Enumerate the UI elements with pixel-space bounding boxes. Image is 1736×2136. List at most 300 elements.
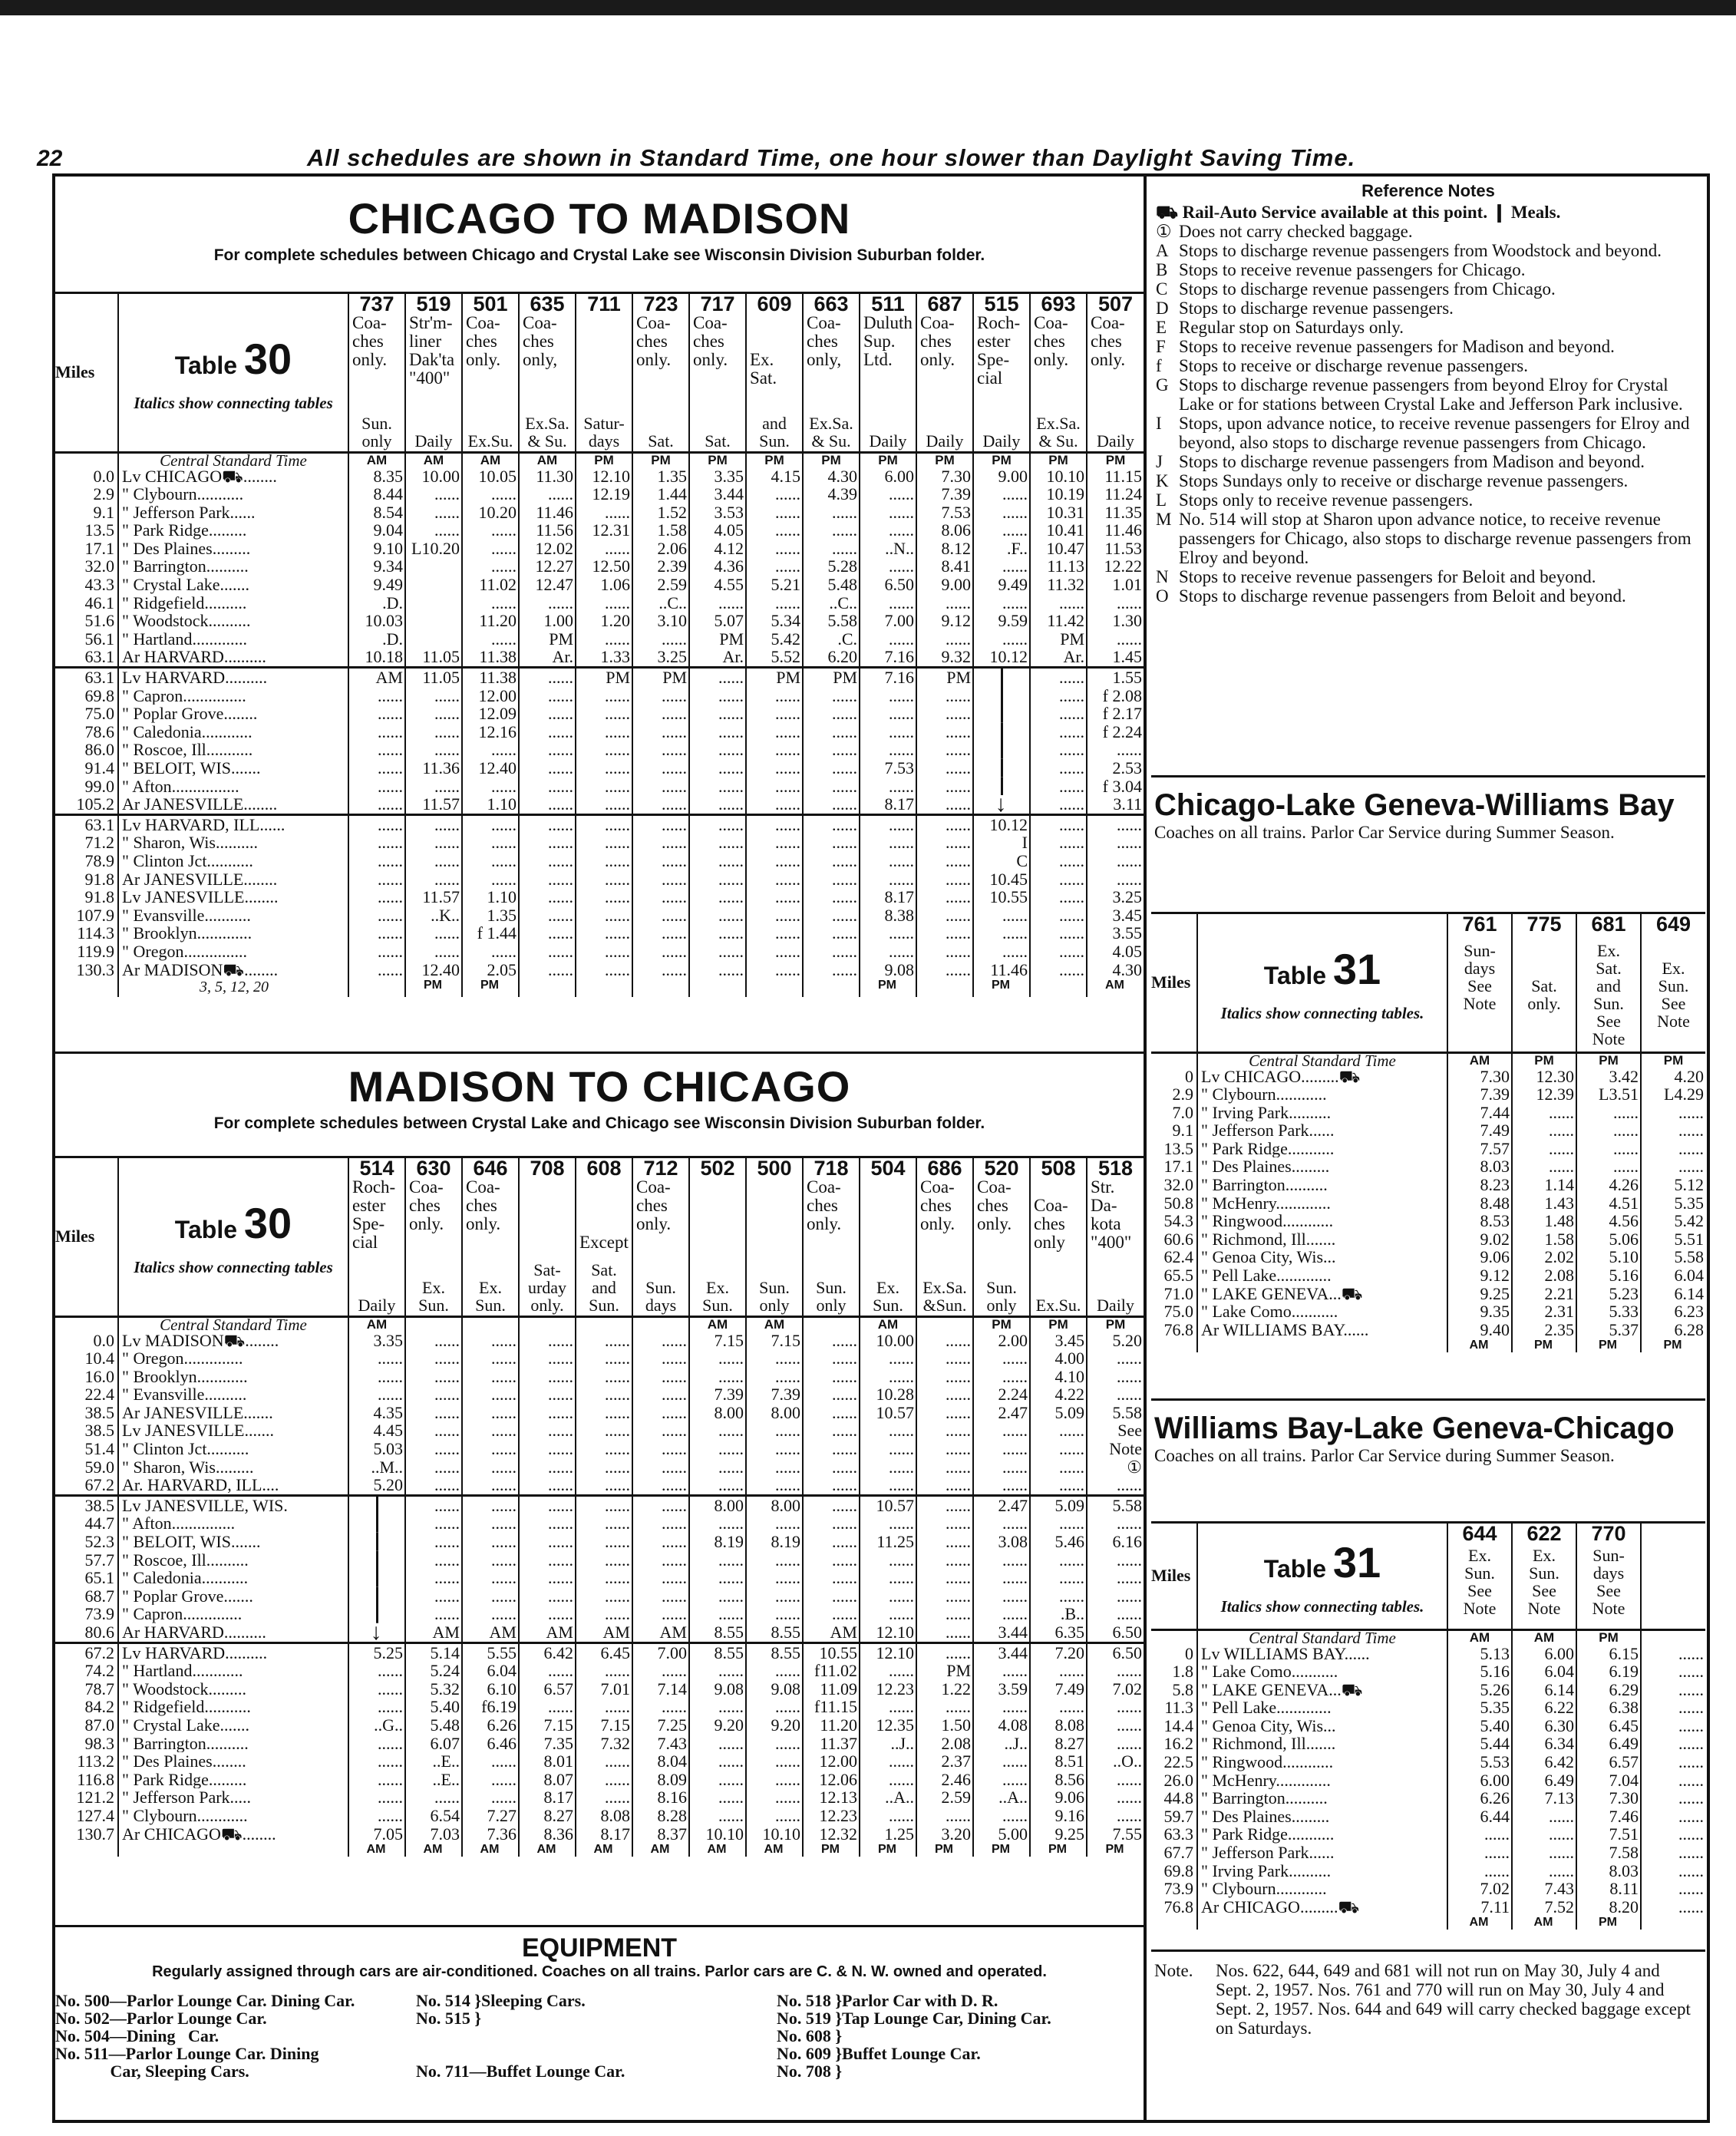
time-cell: ...... [973, 1368, 1030, 1386]
time-cell: ...... [1087, 870, 1144, 889]
station-row [1151, 1808, 1705, 1826]
time-cell [348, 1587, 405, 1606]
time-cell: 7.16 [860, 668, 916, 687]
miles-value: 91.8 [84, 870, 114, 889]
station-name: Ar HARVARD.......... [118, 648, 348, 667]
miles-value: 0.0 [93, 1331, 114, 1350]
time-cell: ...... [405, 1421, 462, 1440]
train-header-717 [689, 294, 746, 452]
station-name: " LAKE GENEVA...⛟ [1197, 1285, 1447, 1303]
section-title: MADISON TO CHICAGO [348, 1062, 851, 1111]
reference-note [1156, 375, 1701, 414]
miles-label: Miles [55, 362, 95, 382]
time-cell: ...... [1576, 1157, 1641, 1176]
train-header-711 [576, 294, 632, 452]
train-description: Coa- ches only. [920, 313, 955, 369]
reference-note [1156, 510, 1701, 567]
time-cell: 1.43 [1512, 1194, 1576, 1213]
time-cell: 5.16 [1576, 1266, 1641, 1285]
time-cell: 2.08 [916, 1735, 973, 1753]
time-cell: ...... [689, 741, 746, 759]
time-cell: 10.10 [689, 1825, 746, 1844]
train-header-681 [1576, 914, 1641, 1052]
am-pm-marker: PM [1087, 452, 1144, 467]
station-name: " Woodstock......... [118, 1680, 348, 1699]
train-days: Ex.Su. [467, 431, 513, 451]
miles-value: 22.5 [1163, 1753, 1193, 1771]
time-cell: 12.39 [1512, 1085, 1576, 1104]
time-cell: ...... [689, 870, 746, 889]
time-cell: 8.04 [632, 1752, 689, 1771]
train-days: Ex. Sun. [475, 1277, 506, 1315]
time-cell: ...... [1087, 852, 1144, 870]
station-name: " BELOIT, WIS....... [118, 759, 348, 777]
time-cell: 6.45 [1576, 1717, 1641, 1735]
time-cell: ...... [519, 961, 576, 979]
time-cell: ...... [576, 834, 632, 852]
note-text: Stops to discharge revenue passengers. [1179, 299, 1454, 318]
time-cell: ...... [632, 705, 689, 723]
table-number: 31 [1332, 944, 1381, 993]
station-name: " Woodstock.......... [118, 612, 348, 630]
time-cell: ...... [348, 943, 405, 961]
time-cell [916, 979, 973, 997]
time-cell: ...... [1447, 1844, 1512, 1862]
note-text: Stops to discharge revenue passengers from Chicago. [1179, 279, 1556, 299]
time-cell: 11.46 [973, 961, 1030, 979]
am-pm-marker: PM [803, 452, 860, 467]
note-text: No. 514 will stop at Sharon upon advance notice, to receive revenue passengers for Chicago, also stops to discharge revenue passengers from Elroy and beyond. [1179, 510, 1691, 567]
time-cell: 11.13 [1030, 557, 1087, 576]
am-pm-marker [632, 1316, 689, 1332]
section-title: Williams Bay-Lake Geneva-Chicago [1154, 1411, 1675, 1445]
time-cell: ...... [519, 1458, 576, 1477]
time-cell: ...... [405, 1605, 462, 1623]
station-name: " LAKE GENEVA...⛟ [1197, 1681, 1447, 1699]
time-cell: L3.51 [1576, 1085, 1641, 1104]
station-name: " McHenry............. [1197, 1194, 1447, 1213]
section-williams-bay-chicago [1151, 1398, 1705, 1465]
time-cell: 9.49 [348, 576, 405, 594]
time-cell: ...... [860, 870, 916, 889]
time-cell: ...... [632, 1605, 689, 1623]
time-cell: ...... [1030, 723, 1087, 741]
miles-value: 78.6 [84, 722, 114, 741]
time-cell: 10.55 [973, 888, 1030, 906]
time-cell: 2.31 [1512, 1302, 1576, 1321]
station-name: " Clybourn............ [1197, 1085, 1447, 1104]
time-cell: 6.50 [860, 576, 916, 594]
train-days: Daily [1097, 1295, 1134, 1315]
time-cell: 8.09 [632, 1771, 689, 1789]
time-cell: 7.44 [1447, 1104, 1512, 1122]
time-cell: ...... [746, 503, 803, 522]
table-word: Table [1263, 961, 1326, 989]
time-cell: AM [576, 1843, 632, 1857]
time-cell: ...... [576, 1368, 632, 1386]
am-pm-marker: PM [1641, 1052, 1705, 1068]
time-cell: ...... [1030, 1587, 1087, 1606]
time-cell: ...... [632, 1404, 689, 1422]
time-cell: PM [860, 979, 916, 997]
time-cell: 5.33 [1576, 1302, 1641, 1321]
time-cell: 2.37 [916, 1752, 973, 1771]
station-row [55, 485, 1144, 503]
time-cell: ...... [1087, 1771, 1144, 1789]
miles-value [1151, 1339, 1197, 1352]
time-cell: ...... [519, 1662, 576, 1680]
time-cell: 8.01 [519, 1752, 576, 1771]
time-cell: 1.52 [632, 503, 689, 522]
time-cell: ...... [973, 1440, 1030, 1458]
time-cell: 8.17 [519, 1788, 576, 1807]
equipment-line: No. 511—Parlor Lounge Car. Dining [55, 2044, 319, 2063]
station-row [1151, 1825, 1705, 1844]
time-cell: ...... [746, 888, 803, 906]
note-key: M [1156, 510, 1172, 529]
time-cell: 11.42 [1030, 612, 1087, 630]
time-cell: ...... [576, 503, 632, 522]
time-cell: 8.11 [1576, 1880, 1641, 1898]
time-cell: 12.00 [803, 1752, 860, 1771]
note-key: f [1156, 356, 1162, 375]
time-cell: 7.03 [405, 1825, 462, 1844]
equipment-line: No. 711—Buffet Lounge Car. [416, 2062, 625, 2081]
time-cell: ...... [462, 557, 519, 576]
time-cell: ...... [860, 924, 916, 943]
time-cell: 10.03 [348, 612, 405, 630]
time-cell: ...... [973, 1771, 1030, 1789]
station-row [55, 1605, 1144, 1623]
time-cell: ...... [746, 1421, 803, 1440]
time-cell: 9.02 [1447, 1230, 1512, 1249]
equipment-line: No. 500—Parlor Lounge Car. Dining Car. [55, 1991, 355, 2010]
train-description: Coa- ches only, [807, 313, 842, 369]
time-cell: ...... [405, 924, 462, 943]
time-cell: ...... [860, 521, 916, 540]
time-cell: ...... [1030, 924, 1087, 943]
time-cell: 6.19 [1576, 1662, 1641, 1681]
station-name: " Evansville........... [118, 906, 348, 925]
time-cell: 12.10 [860, 1623, 916, 1642]
station-row [55, 648, 1144, 667]
equipment-line: No. 514 }Sleeping Cars. [416, 1991, 586, 2010]
train-description: Coa- ches only. [1034, 313, 1069, 369]
time-cell: ...... [462, 1385, 519, 1404]
time-cell: ↓ [348, 1623, 405, 1642]
time-cell: 10.41 [1030, 521, 1087, 540]
time-cell: 10.18 [348, 648, 405, 667]
station-row [1151, 1735, 1705, 1753]
station-row [1151, 1212, 1705, 1230]
miles-value: 67.2 [84, 1476, 114, 1495]
time-cell: ...... [519, 1476, 576, 1495]
time-cell: ..A.. [973, 1788, 1030, 1807]
time-cell: ...... [1641, 1808, 1705, 1826]
station-row [55, 777, 1144, 796]
time-cell: .F.. [973, 540, 1030, 558]
time-cell: ...... [576, 870, 632, 889]
time-cell: 11.09 [803, 1680, 860, 1699]
train-number: 693 [1041, 294, 1076, 315]
station-row [55, 906, 1144, 925]
time-cell: 3.45 [1030, 1332, 1087, 1350]
time-cell: ..E.. [405, 1752, 462, 1771]
time-cell [519, 979, 576, 997]
time-cell: ...... [405, 1349, 462, 1368]
reference-note [1156, 241, 1701, 260]
time-cell: ...... [1087, 814, 1144, 834]
station-row [55, 1642, 1144, 1662]
time-cell: 8.00 [689, 1495, 746, 1514]
time-cell: 6.54 [405, 1807, 462, 1825]
time-cell: ...... [576, 1698, 632, 1716]
time-cell: ...... [746, 906, 803, 925]
time-cell: 8.41 [916, 557, 973, 576]
time-cell: 1.20 [576, 612, 632, 630]
time-cell: 7.49 [1030, 1680, 1087, 1699]
am-pm-marker: PM [1512, 1052, 1576, 1068]
station-row [55, 557, 1144, 576]
time-cell: 3.53 [689, 503, 746, 522]
train-days: Ex. Sun. [702, 1277, 733, 1315]
time-cell: 2.05 [462, 961, 519, 979]
station-row [55, 1680, 1144, 1699]
equipment-title: EQUIPMENT [521, 1933, 678, 1963]
time-cell: ...... [1030, 852, 1087, 870]
time-cell: AM [689, 1843, 746, 1857]
reference-note [1156, 318, 1701, 337]
miles-value: 75.0 [84, 705, 114, 723]
time-cell: ...... [519, 1349, 576, 1368]
time-cell: ...... [973, 594, 1030, 612]
train-description: Coa- ches only. [352, 313, 388, 369]
time-cell: ...... [1087, 834, 1144, 852]
time-cell: 10.31 [1030, 503, 1087, 522]
station-row [55, 540, 1144, 558]
time-cell: ...... [746, 521, 803, 540]
time-cell: ...... [973, 1569, 1030, 1587]
time-cell: ..C.. [632, 594, 689, 612]
miles-value: 63.1 [55, 814, 118, 834]
note-key: J [1156, 452, 1163, 471]
train-number: 686 [927, 1158, 962, 1180]
train-days: Sun. only [816, 1277, 847, 1315]
train-description: Roch- ester Spe- cial [352, 1177, 396, 1252]
station-row [1151, 1844, 1705, 1862]
train-description: Coa- ches only, [523, 313, 558, 369]
miles-header [55, 1158, 118, 1316]
time-cell: ...... [348, 1735, 405, 1753]
time-cell: ...... [1576, 1121, 1641, 1140]
time-cell: 12.23 [803, 1807, 860, 1825]
time-cell: ...... [746, 1569, 803, 1587]
time-cell: ...... [689, 1569, 746, 1587]
time-cell: PM [519, 630, 576, 649]
miles-value: 127.4 [76, 1806, 114, 1825]
time-cell: ...... [1512, 1808, 1576, 1826]
time-cell: 8.08 [1030, 1716, 1087, 1735]
time-cell: ...... [405, 723, 462, 741]
station-row [1151, 1266, 1705, 1285]
time-cell: ..E.. [405, 1771, 462, 1789]
table-label-cell [118, 1158, 348, 1316]
am-pm-marker: PM [973, 452, 1030, 467]
am-pm-marker: PM [689, 452, 746, 467]
time-cell: 3.11 [1087, 795, 1144, 814]
time-cell: ...... [519, 888, 576, 906]
train-header-500 [746, 1158, 803, 1316]
time-cell: AM [632, 1843, 689, 1857]
am-pm-marker: AM [1447, 1052, 1512, 1068]
time-cell: 5.42 [746, 630, 803, 649]
train-days: Sat- urday only. [527, 1259, 567, 1315]
station-name: " Clinton Jct.......... [118, 1440, 348, 1458]
miles-value: 65.5 [1163, 1266, 1193, 1285]
time-cell: 8.00 [746, 1404, 803, 1422]
miles-value: 22.4 [84, 1385, 114, 1404]
time-cell: ...... [973, 1807, 1030, 1825]
time-cell: ...... [632, 1587, 689, 1606]
train-header-608 [576, 1158, 632, 1316]
station-row [55, 852, 1144, 870]
am-pm-marker: AM [348, 1316, 405, 1332]
time-cell: .D. [348, 630, 405, 649]
time-cell: 7.53 [916, 503, 973, 522]
station-name: " Oregon.............. [118, 1349, 348, 1368]
table-label-cell [118, 294, 348, 452]
time-cell: ...... [860, 1752, 916, 1771]
time-cell: 12.19 [576, 485, 632, 503]
time-cell: ...... [973, 1476, 1030, 1495]
train-number: 708 [530, 1158, 565, 1180]
time-cell: 5.52 [746, 648, 803, 667]
timetable-grid [55, 1158, 1144, 1857]
train-days: Sat. [648, 431, 674, 451]
time-cell: ...... [746, 723, 803, 741]
miles-value: 68.7 [84, 1586, 114, 1606]
time-cell: 3.44 [973, 1623, 1030, 1642]
time-cell: 10.00 [405, 467, 462, 486]
time-cell: ...... [689, 1551, 746, 1570]
time-cell: ...... [519, 594, 576, 612]
time-cell: ...... [519, 485, 576, 503]
time-cell: AM [746, 1843, 803, 1857]
time-cell: ..J.. [860, 1735, 916, 1753]
miles-value: 99.0 [84, 777, 114, 796]
time-cell: ...... [689, 1349, 746, 1368]
time-cell: ...... [462, 1332, 519, 1350]
station-row [55, 1662, 1144, 1680]
time-cell: ...... [916, 1605, 973, 1623]
time-cell: ...... [1030, 1476, 1087, 1495]
station-row [55, 961, 1144, 979]
time-cell: ..M.. [348, 1458, 405, 1477]
time-cell: ...... [803, 687, 860, 705]
time-cell: 7.46 [1576, 1808, 1641, 1826]
time-cell: 4.35 [348, 1404, 405, 1422]
time-cell: ...... [916, 1642, 973, 1662]
time-cell: 2.06 [632, 540, 689, 558]
am-pm-marker: AM [689, 1316, 746, 1332]
station-row [55, 1698, 1144, 1716]
time-cell: 5.37 [1576, 1321, 1641, 1339]
time-cell: ...... [405, 521, 462, 540]
table-label [119, 1198, 348, 1248]
station-row [55, 1495, 1144, 1514]
time-cell [973, 668, 1030, 687]
time-cell: f11.15 [803, 1698, 860, 1716]
time-cell: 2.00 [973, 1332, 1030, 1350]
train-description: Coa- ches only. [977, 1177, 1012, 1233]
train-number: 518 [1097, 1158, 1134, 1180]
time-cell: 5.46 [1030, 1533, 1087, 1551]
time-cell: 8.00 [746, 1495, 803, 1514]
time-cell: 2.21 [1512, 1285, 1576, 1303]
station-row [1151, 1321, 1705, 1339]
miles-value: 113.2 [77, 1752, 114, 1771]
time-cell [973, 759, 1030, 777]
time-cell: 12.40 [405, 961, 462, 979]
time-cell: PM [916, 668, 973, 687]
am-pm-marker: PM [860, 452, 916, 467]
section-chicago-to-madison [55, 193, 1144, 265]
miles-value: 7.0 [1172, 1103, 1193, 1122]
time-cell: 8.56 [1030, 1771, 1087, 1789]
miles-value: 67.2 [55, 1642, 118, 1662]
time-cell: ...... [916, 961, 973, 979]
time-cell: 5.58 [1641, 1248, 1705, 1266]
equipment-line: No. 504—Dining Car. [55, 2026, 219, 2045]
station-row [55, 687, 1144, 705]
time-cell: 11.15 [1087, 467, 1144, 486]
equipment-line: No. 708 } [777, 2062, 843, 2081]
time-cell: ...... [860, 1440, 916, 1458]
train-number: 519 [416, 294, 451, 315]
train-days: Ex. Sun. See Note [1463, 1546, 1497, 1618]
time-cell: AM [462, 1843, 519, 1857]
note-text: Stops to discharge revenue passengers from Woodstock and beyond. [1179, 241, 1662, 260]
miles-header [1151, 914, 1197, 1052]
time-cell: 5.06 [1576, 1230, 1641, 1249]
time-cell: ...... [462, 485, 519, 503]
time-cell: ...... [746, 961, 803, 979]
top-scan-edge [0, 0, 1736, 15]
time-cell: ...... [576, 1752, 632, 1771]
train-days: Sun. only [759, 1277, 790, 1315]
time-cell: 7.02 [1447, 1880, 1512, 1898]
miles-value: 76.8 [1163, 1897, 1193, 1916]
train-number: 502 [700, 1158, 735, 1180]
time-cell: ...... [519, 668, 576, 687]
time-cell: ...... [689, 795, 746, 814]
time-cell: 9.10 [348, 540, 405, 558]
station-row [1151, 1230, 1705, 1249]
station-name: " Irving Park.......... [1197, 1104, 1447, 1122]
time-cell: AM [462, 1623, 519, 1642]
time-cell: 6.30 [1512, 1717, 1576, 1735]
am-pm-marker: AM [1512, 1629, 1576, 1645]
station-row [1151, 1645, 1705, 1663]
time-cell: ...... [689, 1662, 746, 1680]
miles-value: 80.6 [84, 1623, 114, 1642]
time-cell: ...... [746, 924, 803, 943]
time-cell: ...... [519, 870, 576, 889]
train-number: 681 [1591, 914, 1626, 936]
station-row [55, 741, 1144, 759]
time-cell: ...... [746, 1440, 803, 1458]
miles-value: 76.8 [1163, 1320, 1193, 1339]
